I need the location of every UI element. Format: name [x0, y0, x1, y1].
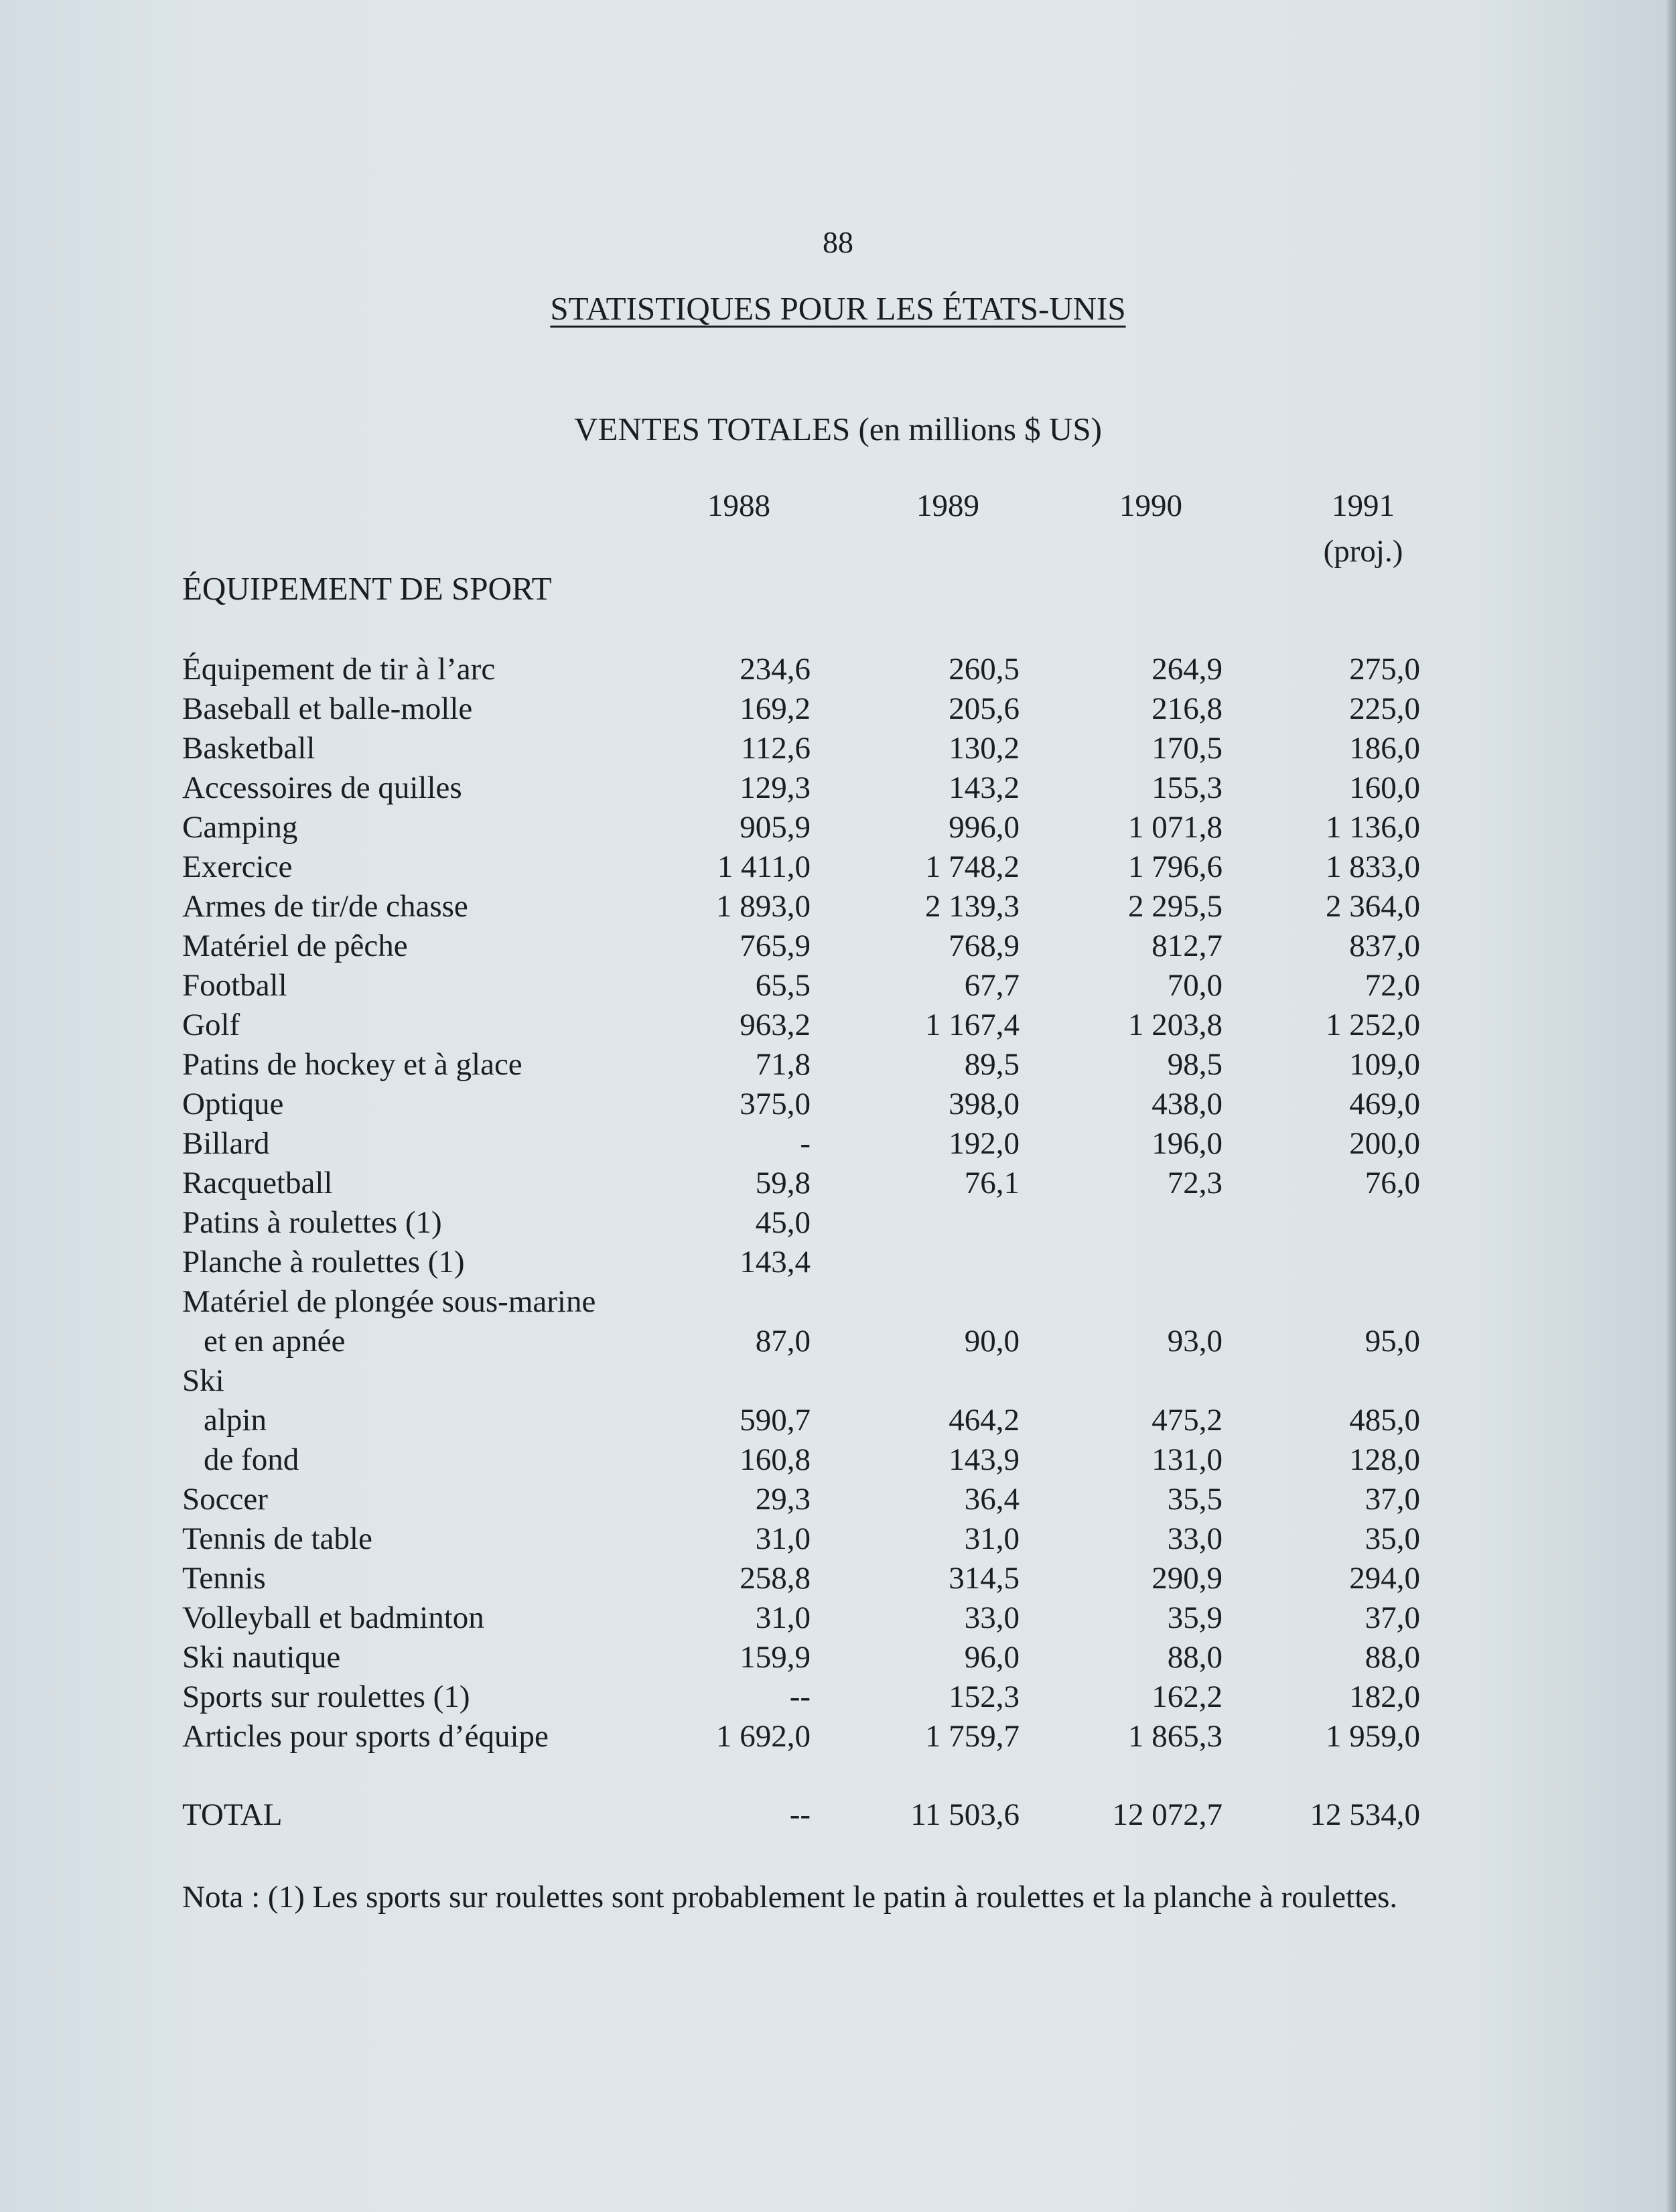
table-row: [0, 1243, 1676, 1282]
cell-1991: 837,0: [1349, 928, 1420, 963]
cell-1988: 159,9: [740, 1640, 811, 1675]
row-label: Patins à roulettes (1): [182, 1205, 442, 1240]
cell-1988: --: [789, 1797, 811, 1832]
table-row: [0, 1519, 1676, 1559]
row-label: Optique: [182, 1087, 284, 1121]
cell-1988: 31,0: [755, 1521, 811, 1556]
cell-1990: 88,0: [1167, 1640, 1223, 1675]
cell-1990: 1 203,8: [1128, 1008, 1223, 1042]
cell-1991: 1 833,0: [1326, 849, 1420, 884]
year-header-1990: 1990: [1119, 488, 1182, 523]
cell-1989: 314,5: [949, 1561, 1020, 1596]
cell-1991: 95,0: [1365, 1324, 1420, 1359]
cell-1991: 160,0: [1349, 770, 1420, 805]
page-number: 88: [823, 225, 853, 259]
cell-1990: 98,5: [1167, 1047, 1223, 1082]
cell-1991: 275,0: [1349, 652, 1420, 687]
table-row: [0, 966, 1676, 1006]
cell-1990: 155,3: [1151, 770, 1223, 805]
cell-1989: 464,2: [949, 1403, 1020, 1438]
cell-1991: 35,0: [1365, 1521, 1420, 1556]
cell-1988: 375,0: [740, 1087, 811, 1121]
total-row: [0, 1795, 1676, 1835]
footnote: Nota : (1) Les sports sur roulettes sont probablement le patin à roulettes et la planche à roulettes.: [182, 1880, 1398, 1915]
table-row: [0, 689, 1676, 729]
cell-1990: 438,0: [1151, 1087, 1223, 1121]
table-row: [0, 926, 1676, 966]
cell-1989: 205,6: [949, 691, 1020, 726]
cell-1990: 70,0: [1167, 968, 1223, 1003]
cell-1990: 35,5: [1167, 1482, 1223, 1517]
cell-1989: 36,4: [964, 1482, 1020, 1517]
table-row: [0, 1282, 1676, 1322]
cell-1989: 96,0: [964, 1640, 1020, 1675]
cell-1991: 2 364,0: [1326, 889, 1420, 924]
row-label: Billard: [182, 1126, 270, 1161]
cell-1988: 765,9: [740, 928, 811, 963]
section-title: ÉQUIPEMENT DE SPORT: [182, 570, 552, 607]
table-row: [0, 1124, 1676, 1164]
cell-1991: 1 136,0: [1326, 810, 1420, 845]
cell-1989: 89,5: [964, 1047, 1020, 1082]
cell-1991: 37,0: [1365, 1600, 1420, 1635]
year-header-1989: 1989: [916, 488, 979, 523]
table-row: [0, 650, 1676, 689]
row-label: Exercice: [182, 849, 293, 884]
row-label: Ski nautique: [182, 1640, 341, 1675]
cell-1990: 93,0: [1167, 1324, 1223, 1359]
cell-1991: 1 252,0: [1326, 1008, 1420, 1042]
table-row: [0, 1598, 1676, 1638]
table-row: [0, 1638, 1676, 1677]
table-row: [0, 1559, 1676, 1598]
cell-1991: 72,0: [1365, 968, 1420, 1003]
cell-1990: 35,9: [1167, 1600, 1223, 1635]
row-label: Soccer: [182, 1482, 268, 1517]
cell-1988: 71,8: [755, 1047, 811, 1082]
cell-1989: 31,0: [964, 1521, 1020, 1556]
table-row: [0, 1480, 1676, 1519]
cell-1989: 33,0: [964, 1600, 1020, 1635]
table-row: [0, 1322, 1676, 1361]
cell-1989: 67,7: [964, 968, 1020, 1003]
table-row: [0, 1085, 1676, 1124]
cell-1988: 87,0: [755, 1324, 811, 1359]
cell-1990: 72,3: [1167, 1166, 1223, 1200]
cell-1991: 225,0: [1349, 691, 1420, 726]
cell-1988: 29,3: [755, 1482, 811, 1517]
table-subtitle: VENTES TOTALES (en millions $ US): [574, 411, 1102, 447]
cell-1990: 2 295,5: [1128, 889, 1223, 924]
cell-1988: --: [789, 1679, 811, 1714]
cell-1989: 90,0: [964, 1324, 1020, 1359]
cell-1989: 143,9: [949, 1442, 1020, 1477]
row-label: Armes de tir/de chasse: [182, 889, 468, 924]
document-title: [0, 289, 1676, 328]
table-row: [0, 768, 1676, 808]
cell-1990: 131,0: [1151, 1442, 1223, 1477]
cell-1989: 1 759,7: [925, 1719, 1020, 1754]
row-label: Équipement de tir à l’arc: [182, 652, 496, 687]
cell-1988: 590,7: [740, 1403, 811, 1438]
cell-1991: 294,0: [1349, 1561, 1420, 1596]
table-row: [0, 887, 1676, 926]
cell-1988: 169,2: [740, 691, 811, 726]
table-row: [0, 729, 1676, 768]
cell-1991: 12 534,0: [1310, 1797, 1420, 1832]
cell-1991: 186,0: [1349, 731, 1420, 766]
row-label: Patins de hockey et à glace: [182, 1047, 522, 1082]
cell-1988: 65,5: [755, 968, 811, 1003]
cell-1989: 398,0: [949, 1087, 1020, 1121]
projection-label: (proj.): [1323, 534, 1403, 569]
cell-1988: 1 893,0: [716, 889, 811, 924]
sales-table: [0, 650, 1676, 1835]
year-header-1991: 1991: [1332, 488, 1395, 523]
row-label: Ski: [182, 1363, 224, 1398]
cell-1989: 996,0: [949, 810, 1020, 845]
cell-1991: 128,0: [1349, 1442, 1420, 1477]
cell-1988: 905,9: [740, 810, 811, 845]
cell-1989: 152,3: [949, 1679, 1020, 1714]
cell-1988: 1 411,0: [717, 849, 811, 884]
cell-1989: 768,9: [949, 928, 1020, 963]
cell-1988: 234,6: [740, 652, 811, 687]
row-label: Articles pour sports d’équipe: [182, 1719, 549, 1754]
row-label: de fond: [204, 1442, 299, 1477]
cell-1990: 196,0: [1151, 1126, 1223, 1161]
cell-1989: 76,1: [964, 1166, 1020, 1200]
cell-1989: 11 503,6: [910, 1797, 1020, 1832]
cell-1988: -: [800, 1126, 811, 1161]
cell-1989: 143,2: [949, 770, 1020, 805]
cell-1991: 37,0: [1365, 1482, 1420, 1517]
document-title-text: STATISTIQUES POUR LES ÉTATS-UNIS: [550, 290, 1126, 327]
cell-1990: 812,7: [1151, 928, 1223, 963]
row-label: Racquetball: [182, 1166, 333, 1200]
cell-1989: 192,0: [949, 1126, 1020, 1161]
cell-1990: 1 071,8: [1128, 810, 1223, 845]
table-row: [0, 1361, 1676, 1401]
row-label: Baseball et balle-molle: [182, 691, 473, 726]
row-label: Football: [182, 968, 287, 1003]
table-row: [0, 1717, 1676, 1756]
row-label: Accessoires de quilles: [182, 770, 462, 805]
cell-1991: 88,0: [1365, 1640, 1420, 1675]
row-label: Tennis: [182, 1561, 266, 1596]
cell-1990: 290,9: [1151, 1561, 1223, 1596]
cell-1991: 469,0: [1349, 1087, 1420, 1121]
row-label: Basketball: [182, 731, 316, 766]
cell-1990: 216,8: [1151, 691, 1223, 726]
row-label: alpin: [204, 1403, 267, 1438]
table-row: [0, 1006, 1676, 1045]
row-label: Volleyball et badminton: [182, 1600, 484, 1635]
row-label: Golf: [182, 1008, 240, 1042]
cell-1988: 45,0: [755, 1205, 811, 1240]
row-label: Planche à roulettes (1): [182, 1245, 465, 1280]
row-label: Matériel de plongée sous-marine: [182, 1284, 596, 1319]
cell-1988: 129,3: [740, 770, 811, 805]
table-row: [0, 1401, 1676, 1440]
cell-1991: 182,0: [1349, 1679, 1420, 1714]
cell-1990: 1 796,6: [1128, 849, 1223, 884]
cell-1988: 31,0: [755, 1600, 811, 1635]
cell-1988: 258,8: [740, 1561, 811, 1596]
cell-1990: 12 072,7: [1112, 1797, 1223, 1832]
table-row: [0, 1203, 1676, 1243]
table-row: [0, 808, 1676, 847]
table-row: [0, 1440, 1676, 1480]
row-label: Matériel de pêche: [182, 928, 408, 963]
row-label: Camping: [182, 810, 298, 845]
cell-1990: 475,2: [1151, 1403, 1223, 1438]
cell-1988: 1 692,0: [716, 1719, 811, 1754]
cell-1989: 1 748,2: [925, 849, 1020, 884]
table-row: [0, 1045, 1676, 1085]
table-row: [0, 847, 1676, 887]
cell-1989: 2 139,3: [925, 889, 1020, 924]
cell-1988: 143,4: [740, 1245, 811, 1280]
cell-1989: 130,2: [949, 731, 1020, 766]
cell-1988: 112,6: [740, 731, 811, 766]
cell-1991: 109,0: [1349, 1047, 1420, 1082]
row-label: et en apnée: [204, 1324, 346, 1359]
row-label: TOTAL: [182, 1797, 283, 1832]
cell-1990: 170,5: [1151, 731, 1223, 766]
cell-1991: 485,0: [1349, 1403, 1420, 1438]
cell-1990: 264,9: [1151, 652, 1223, 687]
table-row: [0, 1164, 1676, 1203]
cell-1988: 963,2: [740, 1008, 811, 1042]
cell-1991: 76,0: [1365, 1166, 1420, 1200]
cell-1990: 162,2: [1151, 1679, 1223, 1714]
row-label: Tennis de table: [182, 1521, 372, 1556]
table-row: [0, 1677, 1676, 1717]
cell-1991: 1 959,0: [1326, 1719, 1420, 1754]
cell-1989: 1 167,4: [925, 1008, 1020, 1042]
cell-1988: 59,8: [755, 1166, 811, 1200]
cell-1988: 160,8: [740, 1442, 811, 1477]
year-header-1988: 1988: [707, 488, 770, 523]
row-label: Sports sur roulettes (1): [182, 1679, 470, 1714]
cell-1990: 33,0: [1167, 1521, 1223, 1556]
cell-1990: 1 865,3: [1128, 1719, 1223, 1754]
cell-1989: 260,5: [949, 652, 1020, 687]
cell-1991: 200,0: [1349, 1126, 1420, 1161]
